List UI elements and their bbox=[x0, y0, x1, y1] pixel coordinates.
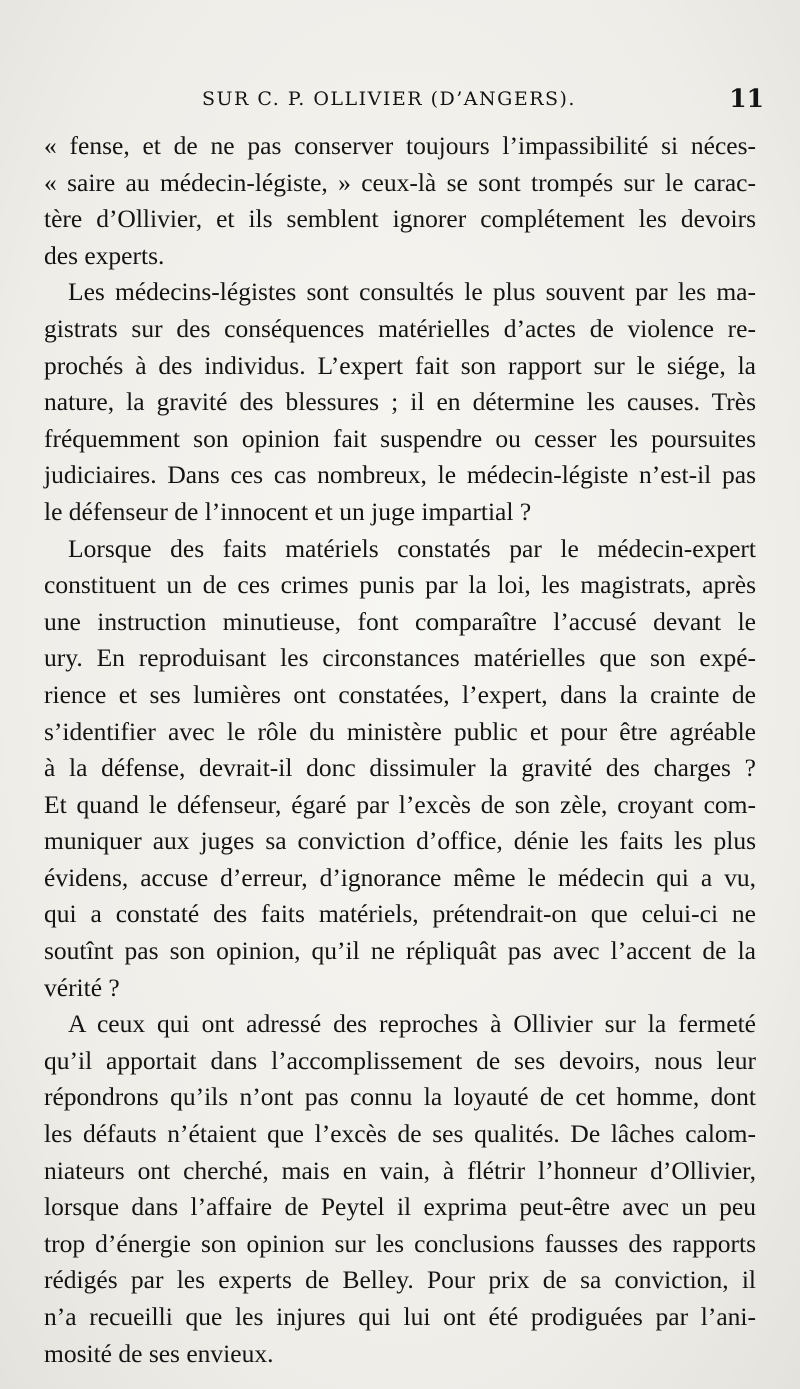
text-line: constituent un de ces crimes punis par la loi, les magistrats, après bbox=[44, 570, 756, 600]
text-line: « saire au médecin-légiste, » ceux-là se sont trompés sur le carac- bbox=[44, 167, 756, 197]
text-line: répondrons qu’ils n’ont pas connu la loyauté de cet homme, dont bbox=[44, 1082, 756, 1112]
text-line: fréquemment son opinion fait suspendre ou cesser les poursuites bbox=[44, 423, 756, 453]
text-line: à la défense, devrait-il donc dissimuler la gravité des charges ? bbox=[44, 753, 756, 783]
text-line: niateurs ont cherché, mais en vain, à flétrir l’honneur d’Ollivier, bbox=[44, 1155, 756, 1185]
text-line: prochés à des individus. L’expert fait son rapport sur le siége, la bbox=[44, 350, 756, 380]
text-line: lorsque dans l’affaire de Peytel il exprima peut-être avec un peu bbox=[44, 1192, 756, 1222]
text-line: des experts. bbox=[44, 240, 165, 270]
page-number: 11 bbox=[729, 84, 764, 113]
text-line: qui a constaté des faits matériels, prétendrait-on que celui-ci ne bbox=[44, 899, 756, 929]
text-line: ury. En reproduisant les circonstances matérielles que son expé- bbox=[44, 643, 756, 673]
text-line: trop d’énergie son opinion sur les conclusions fausses des rapports bbox=[44, 1228, 756, 1258]
text-line: qu’il apportait dans l’accomplissement de ses devoirs, nous leur bbox=[44, 1045, 756, 1075]
page-header bbox=[44, 84, 764, 128]
running-title: SUR C. P. OLLIVIER (D’ANGERS). bbox=[202, 88, 576, 110]
text-line: soutînt pas son opinion, qu’il ne répliquât pas avec l’accent de la bbox=[44, 936, 756, 966]
text-line: le défenseur de l’innocent et un juge impartial ? bbox=[44, 496, 532, 526]
text-line: n’a recueilli que les injures qui lui ont été prodiguées par l’ani- bbox=[44, 1302, 756, 1331]
text-line: les défauts n’étaient que l’excès de ses qualités. De lâches calom- bbox=[44, 1119, 756, 1149]
text-line: rédigés par les experts de Belley. Pour prix de sa conviction, il bbox=[44, 1265, 756, 1295]
text-line: gistrats sur des conséquences matérielles d’actes de violence re- bbox=[44, 313, 756, 343]
text-line: une instruction minutieuse, font comparaître l’accusé devant le bbox=[44, 606, 756, 636]
text-line: A ceux qui ont adressé des reproches à Ollivier sur la fermeté bbox=[68, 1009, 756, 1039]
text-line: vérité ? bbox=[44, 972, 120, 1002]
text-line: évidens, accuse d’erreur, d’ignorance même le médecin qui a vu, bbox=[44, 862, 756, 892]
text-line: Les médecins-légistes sont consultés le plus souvent par les ma- bbox=[68, 277, 756, 307]
body-text bbox=[44, 128, 756, 1372]
text-line: Et quand le défenseur, égaré par l’excès de son zèle, croyant com- bbox=[44, 789, 756, 819]
text-line: Lorsque des faits matériels constatés par le médecin-expert bbox=[68, 533, 756, 563]
text-line: mosité de ses envieux. bbox=[44, 1338, 274, 1368]
text-line: judiciaires. Dans ces cas nombreux, le médecin-légiste n’est-il pas bbox=[44, 460, 756, 490]
text-line: « fense, et de ne pas conserver toujours l’impassibilité si néces- bbox=[44, 131, 756, 160]
text-line: nature, la gravité des blessures ; il en détermine les causes. Très bbox=[44, 387, 756, 417]
text-line: rience et ses lumières ont constatées, l’expert, dans la crainte de bbox=[44, 679, 756, 709]
text-line: tère d’Ollivier, et ils semblent ignorer complétement les devoirs bbox=[44, 204, 756, 234]
text-line: s’identifier avec le rôle du ministère public et pour être agréable bbox=[44, 716, 756, 746]
text-line: muniquer aux juges sa conviction d’office, dénie les faits les plus bbox=[44, 826, 756, 856]
